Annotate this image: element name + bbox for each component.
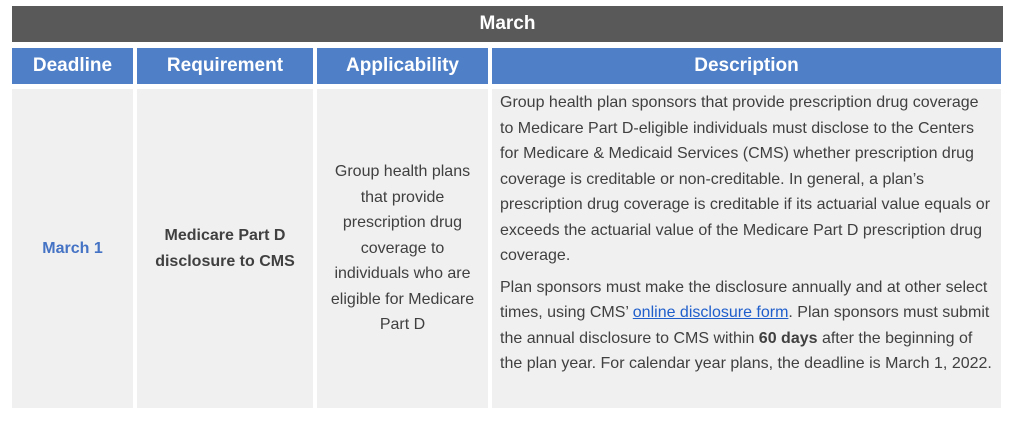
description-bold-deadline: 60 days <box>758 329 818 347</box>
cell-requirement <box>137 89 313 408</box>
requirement-text: Medicare Part D disclosure to CMS <box>155 227 295 270</box>
description-text-b: . Plan sponsors must submit the annual disclosure to CMS within <box>500 304 990 347</box>
table-grid <box>12 48 1003 408</box>
cell-deadline <box>12 89 133 408</box>
cell-applicability <box>317 89 488 408</box>
deadline-table <box>12 6 1003 408</box>
online-disclosure-form-link[interactable]: online disclosure form <box>632 304 789 321</box>
header-requirement: Requirement <box>137 48 313 84</box>
header-description: Description <box>492 48 1001 84</box>
month-title-bar <box>12 6 1003 42</box>
header-applicability: Applicability <box>317 48 488 84</box>
deadline-date: March 1 <box>42 239 103 257</box>
description-paragraph-1: Group health plan sponsors that provide prescription drug coverage to Medicare Part D-eligible individuals must disclose to the Centers for Medicare & Medicaid Services (CMS) whether prescription drug coverage is creditable or non-creditable. In general, a plan’s prescription drug coverage is creditable if its actuarial value equals or exceeds the actuarial value of the Medicare Part D prescription drug coverage. <box>500 94 991 264</box>
description-text-a: Plan sponsors must make the disclosure annually and at other select times, using CMS’ <box>500 278 988 321</box>
description-paragraph-2 <box>500 275 993 377</box>
month-title: March <box>479 13 536 34</box>
header-deadline: Deadline <box>12 48 133 84</box>
cell-description <box>492 89 1001 408</box>
applicability-text: Group health plans that provide prescription drug coverage to individuals who are eligible for Medicare Part D <box>330 163 475 334</box>
description-text-c: after the beginning of the plan year. For calendar year plans, the deadline is March 1, 2022. <box>500 329 992 372</box>
